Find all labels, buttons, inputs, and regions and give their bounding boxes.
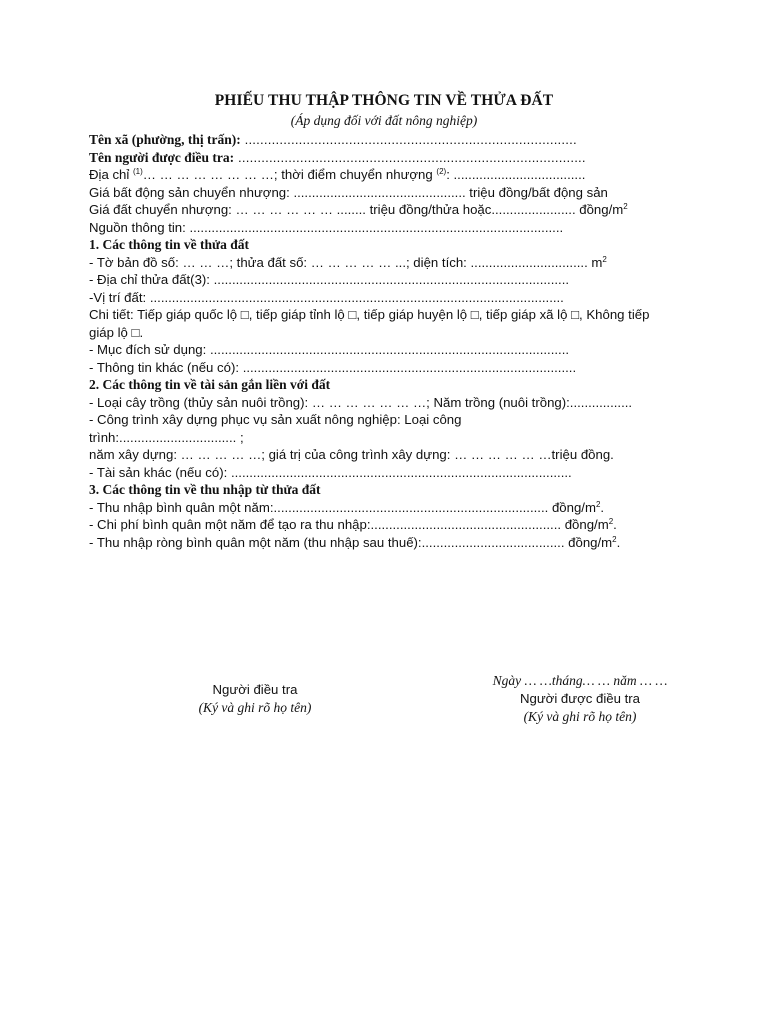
build-year-line: năm xây dựng: … … … … …; giá trị của công trình xây dựng: … … … … … …triệu đồng.: [89, 447, 614, 462]
address-footnote: (1): [132, 167, 143, 176]
signature-respondent: [470, 672, 690, 726]
interviewer-title: Người điều tra: [212, 682, 298, 697]
map-sheet-line: [89, 254, 669, 272]
price-land-line: [89, 201, 669, 219]
avg-income-text: - Thu nhập bình quân một năm:........................................................................... đồng/m: [89, 499, 596, 515]
position-line: -Vị trí đất: .................................................................................................................: [89, 289, 564, 305]
section3-heading: 3. Các thông tin về thu nhập từ thửa đất: [89, 482, 321, 497]
respondent-dots: ..........................................................................................: [234, 149, 586, 165]
net-income-end: .: [616, 534, 621, 550]
map-sheet-text: - Tờ bản đồ số: … … …; thửa đất số: … … … … … ...; diện tích: ................................ m: [89, 254, 603, 270]
other-assets-line: - Tài sản khác (nếu có): .............................................................................................: [89, 464, 572, 480]
respondent-label: Tên người được điều tra:: [89, 149, 235, 165]
parcel-address-line: - Địa chỉ thửa đất(3): .................................................................................................: [89, 272, 570, 287]
avg-cost-sup: 2: [608, 517, 614, 526]
address-label: Địa chỉ: [89, 167, 133, 182]
time-dots: : ....................................: [446, 167, 586, 182]
price-land-sup: 2: [623, 202, 628, 211]
respondent-line: [89, 149, 669, 167]
source-line: Nguồn thông tin: ......................................................................................................: [89, 219, 564, 235]
section1-heading: 1. Các thông tin về thửa đất: [89, 237, 249, 252]
map-sheet-sup: 2: [602, 254, 607, 264]
crop-line: - Loại cây trồng (thủy sản nuôi trồng): … … … … … … …; Năm trồng (nuôi trồng):.................: [89, 394, 633, 410]
avg-cost-line: [89, 516, 669, 534]
net-income-line: [89, 534, 669, 552]
construction-line: - Công trình xây dựng phục vụ sản xuất nông nghiệp: Loại công trình:................................ ;: [89, 412, 462, 445]
avg-cost-text: - Chi phí bình quân một năm để tạo ra thu nhập:.................................................... đồng/m: [89, 517, 609, 532]
address-dots: … … … … … … … …; thời điểm chuyển nhượng: [142, 167, 437, 182]
respondent-note: (Ký và ghi rõ họ tên): [523, 709, 637, 724]
purpose-line: - Mục đích sử dụng: ..................................................................................................: [89, 342, 570, 357]
respondent-title: Người được điều tra: [520, 691, 640, 706]
commune-dots: ......................................................................................: [240, 132, 577, 147]
form-title: PHIẾU THU THẬP THÔNG TIN VỀ THỬA ĐẤT: [214, 92, 554, 109]
form-body: [89, 131, 669, 551]
avg-income-sup: 2: [595, 499, 601, 509]
price-land-text: Giá đất chuyển nhượng: … … … … … … ........ triệu đồng/thửa hoặc....................... đồng/m: [89, 202, 624, 217]
address-line: [89, 166, 669, 184]
time-footnote: (2): [436, 167, 447, 176]
form-subtitle: (Áp dụng đối với đất nông nghiệp): [290, 113, 478, 128]
commune-label: Tên xã (phường, thị trấn):: [89, 132, 241, 147]
commune-line: [89, 131, 669, 149]
detail-line: Chi tiết: Tiếp giáp quốc lộ □, tiếp giáp tỉnh lộ □, tiếp giáp huyện lộ □, tiếp giáp xã lộ □, Không tiếp giáp lộ □.: [89, 307, 650, 340]
avg-income-end: .: [600, 499, 605, 515]
price-real-estate-line: Giá bất động sản chuyển nhượng: ............................................... triệu đồng/bất động sản: [89, 184, 608, 200]
section2-heading: 2. Các thông tin về tài sản gắn liền với đất: [89, 377, 331, 392]
date-line: Ngày … …tháng… … năm … …: [492, 673, 668, 688]
avg-cost-end: .: [613, 517, 617, 532]
avg-income-line: [89, 499, 669, 517]
interviewer-note: (Ký và ghi rõ họ tên): [198, 700, 312, 715]
other-info-line: - Thông tin khác (nếu có): ...........................................................................................: [89, 359, 577, 375]
net-income-text: - Thu nhập ròng bình quân một năm (thu nhập sau thuế):....................................... đồng/m: [89, 534, 613, 550]
net-income-sup: 2: [612, 534, 617, 544]
signature-interviewer: [160, 681, 350, 717]
